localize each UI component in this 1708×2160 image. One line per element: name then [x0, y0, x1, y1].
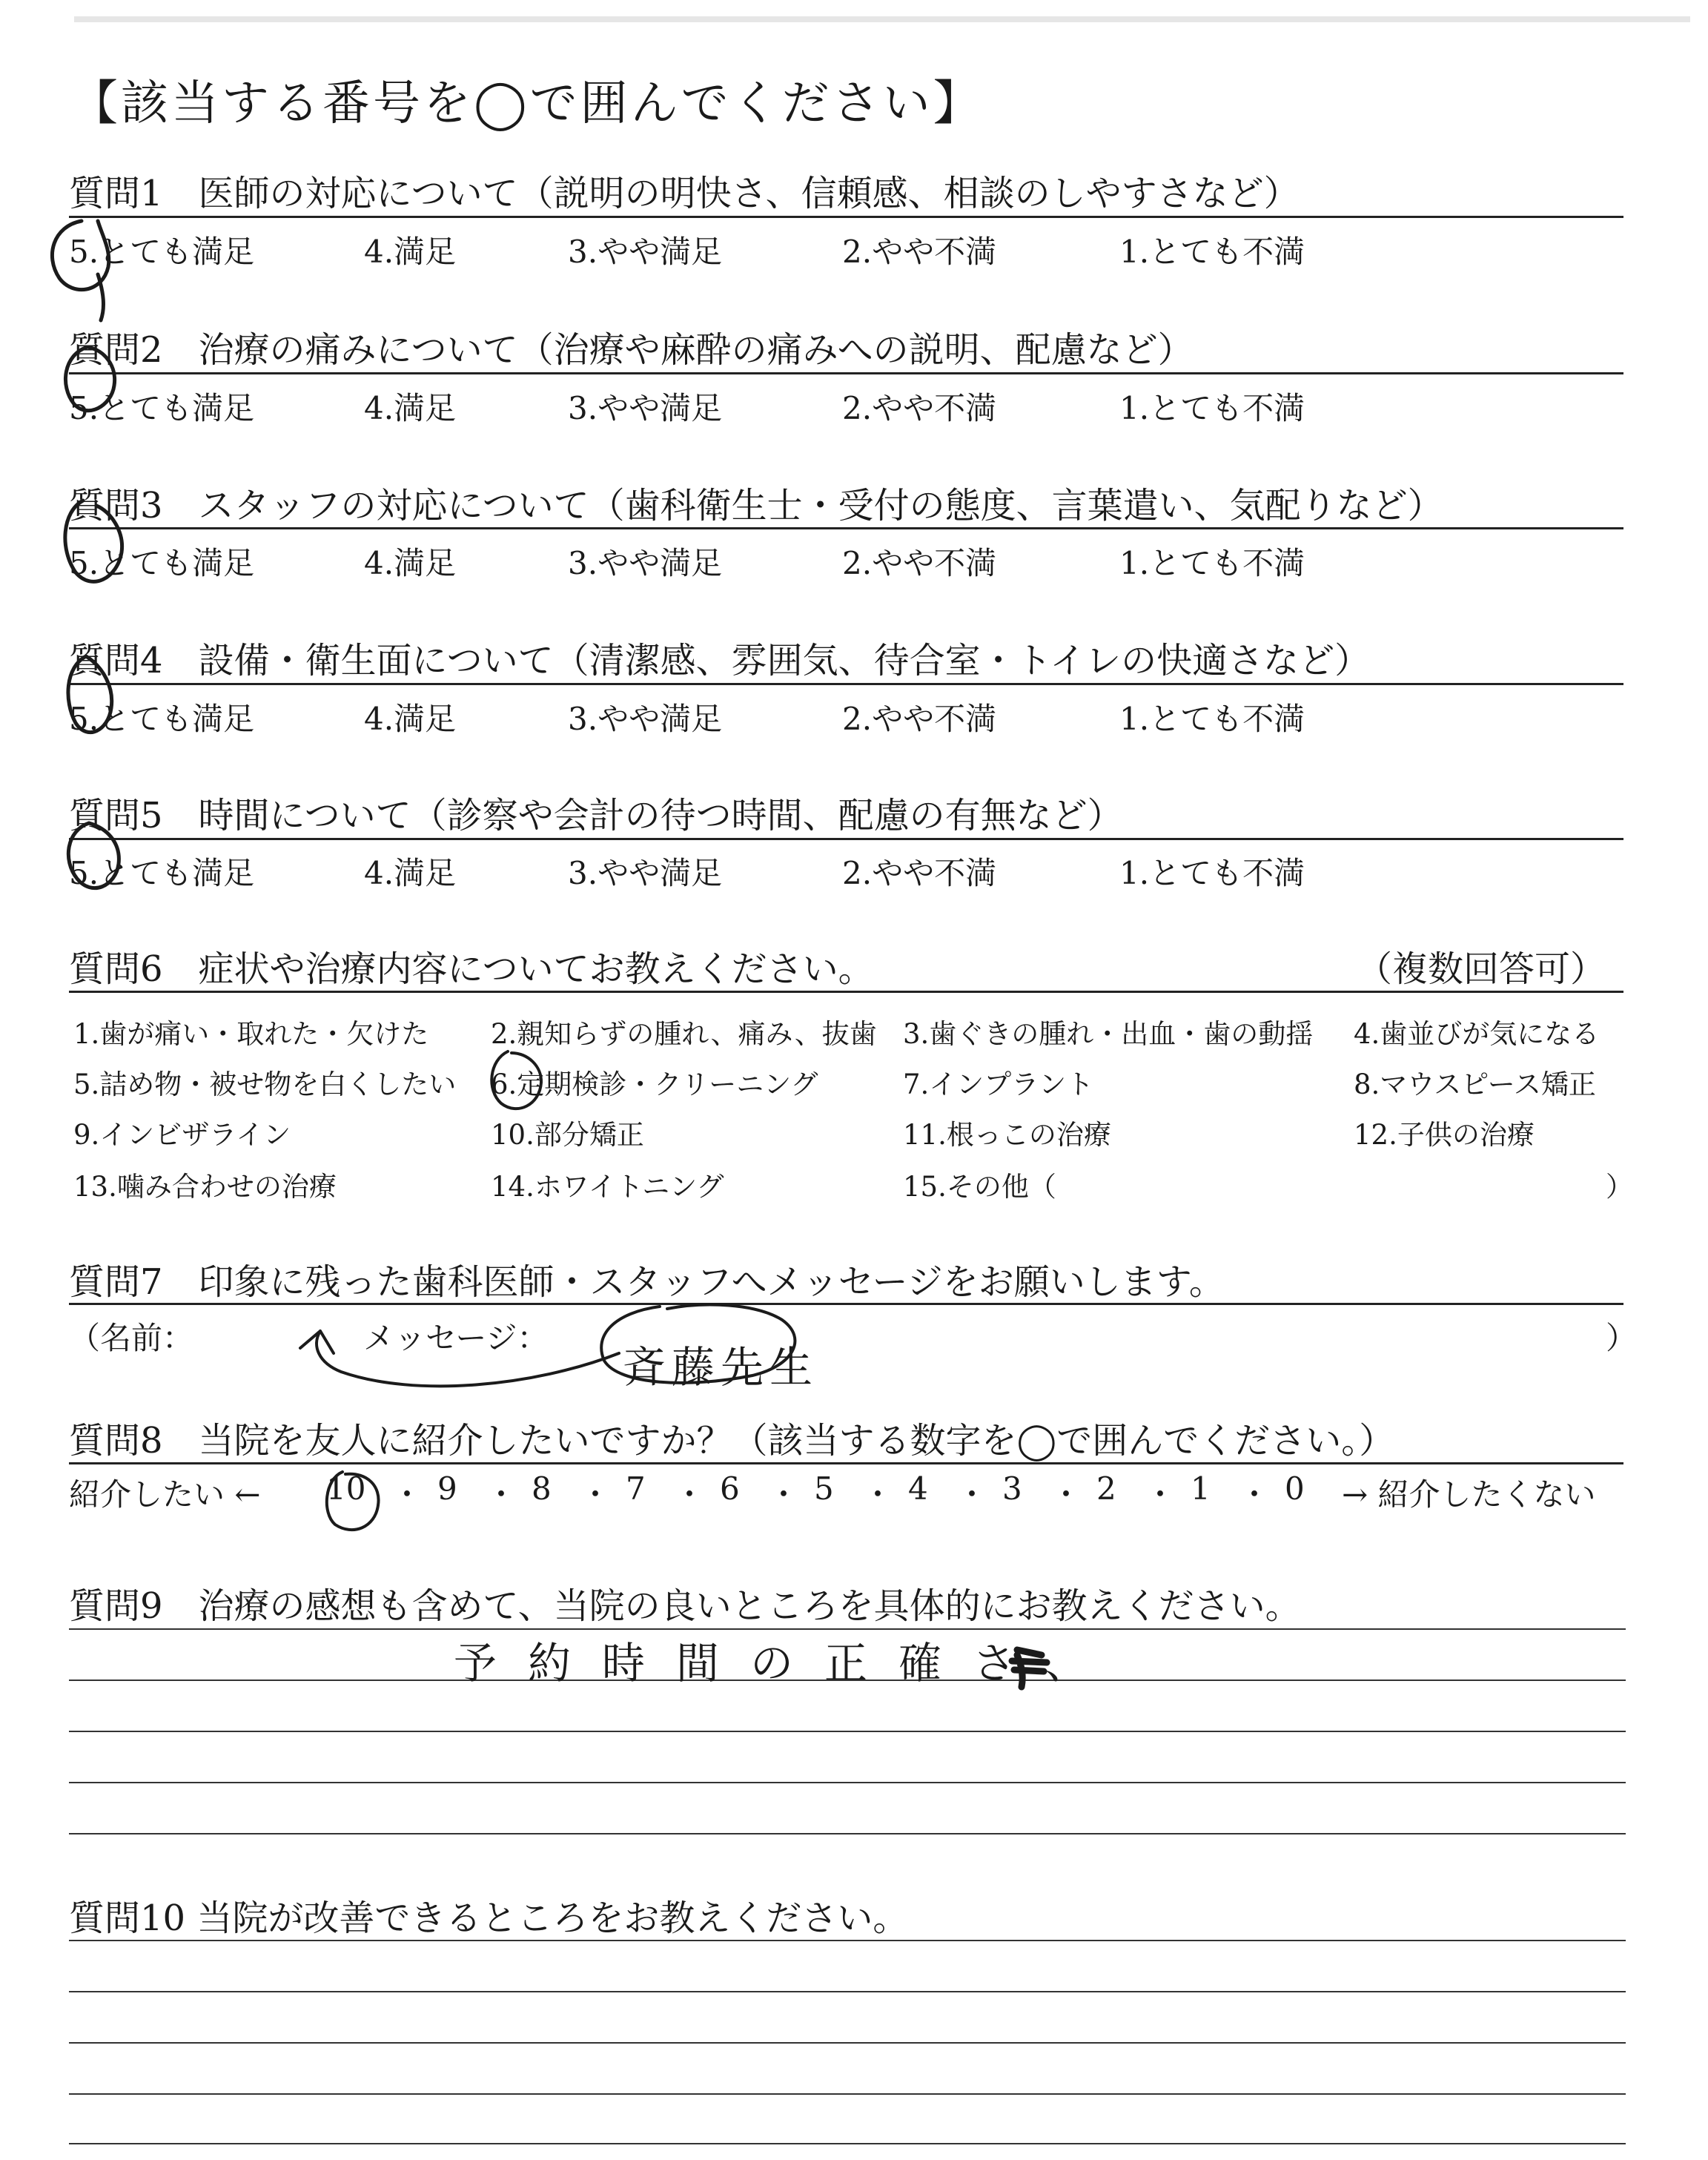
- question-8-rule: [69, 1462, 1623, 1464]
- q1-option-1[interactable]: 1.とても不満: [1119, 234, 1305, 270]
- question-7-title: 質問7 印象に残った歯科医師・スタッフへメッセージをお願いします。: [69, 1261, 1225, 1303]
- q5-option-4[interactable]: 4.満足: [364, 855, 457, 891]
- q10-line-3[interactable]: [69, 2042, 1626, 2044]
- q4-option-1[interactable]: 1.とても不満: [1119, 701, 1305, 737]
- q9-handwritten-answer: 予約時間の正確さ、: [454, 1638, 1119, 1688]
- q8-separator: ・: [580, 1476, 612, 1513]
- q5-option-1[interactable]: 1.とても不満: [1119, 855, 1305, 891]
- q10-line-2[interactable]: [69, 1991, 1626, 1992]
- q2-option-2[interactable]: 2.やや不満: [842, 390, 997, 426]
- q9-line-5[interactable]: [69, 1833, 1626, 1834]
- q8-scale-5[interactable]: 5: [814, 1470, 834, 1507]
- q9-line-3[interactable]: [69, 1731, 1626, 1732]
- page-title: 【該当する番号を◯で囲んでください】: [70, 76, 984, 131]
- q2-option-5[interactable]: 5.とても満足: [69, 390, 255, 426]
- q6-option-8[interactable]: 8.マウスピース矯正: [1354, 1069, 1596, 1100]
- q6-option-1[interactable]: 1.歯が痛い・取れた・欠けた: [73, 1018, 429, 1050]
- question-1-rule: [69, 216, 1623, 218]
- question-4-rule: [69, 683, 1623, 685]
- question-8-title: 質問8 当院を友人に紹介したいですか？（該当する数字を◯で囲んでください。）: [69, 1420, 1395, 1462]
- q5-option-2[interactable]: 2.やや不満: [842, 855, 997, 891]
- q3-option-4[interactable]: 4.満足: [364, 545, 457, 581]
- question-2-rule: [69, 372, 1623, 374]
- q6-option-2[interactable]: 2.親知らずの腫れ、痛み、抜歯: [491, 1018, 877, 1050]
- q6-option-9[interactable]: 9.インビザライン: [73, 1119, 291, 1151]
- q8-separator: ・: [1239, 1476, 1271, 1513]
- q10-line-5[interactable]: [69, 2143, 1626, 2144]
- q8-scale-7[interactable]: 7: [626, 1470, 646, 1507]
- q4-option-5[interactable]: 5.とても満足: [69, 701, 255, 737]
- q3-option-5[interactable]: 5.とても満足: [69, 545, 255, 581]
- q6-option-7[interactable]: 7.インプラント: [903, 1069, 1094, 1100]
- q3-option-3[interactable]: 3.やや満足: [568, 545, 723, 581]
- q1-option-3[interactable]: 3.やや満足: [568, 234, 723, 270]
- question-2-title: 質問2 治療の痛みについて（治療や麻酔の痛みへの説明、配慮など）: [69, 329, 1194, 371]
- question-5-title: 質問5 時間について（診察や会計の待つ時間、配慮の有無など）: [69, 795, 1123, 836]
- q7-handwritten-message: 斉藤先生: [623, 1342, 819, 1393]
- q8-separator: ・: [391, 1476, 423, 1513]
- q8-separator: ・: [1145, 1476, 1176, 1513]
- q8-separator: ・: [486, 1476, 517, 1513]
- q8-separator: ・: [862, 1476, 894, 1513]
- q6-other-close-paren: ）: [1606, 1171, 1633, 1203]
- q8-right-label: → 紹介したくない: [1342, 1476, 1596, 1513]
- question-4-title: 質問4 設備・衛生面について（清潔感、雰囲気、待合室・トイレの快適さなど）: [69, 640, 1371, 681]
- question-6-title: 質問6 症状や治療内容についてお教えください。: [69, 948, 874, 990]
- q6-option-4[interactable]: 4.歯並びが気になる: [1354, 1018, 1600, 1050]
- q8-scale-3[interactable]: 3: [1002, 1470, 1022, 1507]
- question-3-title: 質問3 スタッフの対応について（歯科衛生士・受付の態度、言葉遣い、気配りなど）: [69, 485, 1443, 526]
- q8-scale-8[interactable]: 8: [532, 1470, 552, 1507]
- q8-scale-9[interactable]: 9: [437, 1470, 457, 1507]
- question-1-title: 質問1 医師の対応について（説明の明快さ、信頼感、相談のしやすさなど）: [69, 173, 1300, 214]
- q4-option-4[interactable]: 4.満足: [364, 701, 457, 737]
- q4-option-2[interactable]: 2.やや不満: [842, 701, 997, 737]
- q6-option-12[interactable]: 12.子供の治療: [1354, 1119, 1535, 1151]
- q7-message-label: メッセージ：: [363, 1320, 549, 1356]
- q6-option-15[interactable]: 15.その他（: [903, 1171, 1056, 1203]
- q8-scale-10[interactable]: 10: [326, 1470, 366, 1507]
- q8-separator: ・: [768, 1476, 800, 1513]
- q2-option-4[interactable]: 4.満足: [364, 390, 457, 426]
- q4-option-3[interactable]: 3.やや満足: [568, 701, 723, 737]
- q10-line-1[interactable]: [69, 1940, 1626, 1941]
- q8-scale-4[interactable]: 4: [908, 1470, 928, 1507]
- q6-option-10[interactable]: 10.部分矯正: [491, 1119, 644, 1151]
- q5-option-3[interactable]: 3.やや満足: [568, 855, 723, 891]
- question-10-title: 質問10 当院が改善できるところをお教えください。: [69, 1898, 909, 1939]
- q5-option-5[interactable]: 5.とても満足: [69, 855, 255, 891]
- q8-separator: ・: [956, 1476, 988, 1513]
- q7-name-label: （名前：: [69, 1320, 194, 1356]
- q8-scale-6[interactable]: 6: [720, 1470, 740, 1507]
- scan-edge: [74, 16, 1690, 22]
- q7-close-paren: ）: [1606, 1320, 1638, 1356]
- question-3-rule: [69, 527, 1623, 529]
- question-9-title: 質問9 治療の感想も含めて、当院の良いところを具体的にお教えください。: [69, 1585, 1301, 1627]
- q2-option-3[interactable]: 3.やや満足: [568, 390, 723, 426]
- q8-left-label: 紹介したい ←: [69, 1476, 261, 1513]
- q1-answer-tail: [98, 274, 103, 320]
- q8-separator: ・: [1050, 1476, 1082, 1513]
- q3-option-1[interactable]: 1.とても不満: [1119, 545, 1305, 581]
- q1-option-5[interactable]: 5.とても満足: [69, 234, 255, 270]
- q8-scale-2[interactable]: 2: [1096, 1470, 1116, 1507]
- q7-arrow-head: [300, 1331, 334, 1353]
- q6-option-11[interactable]: 11.根っこの治療: [903, 1119, 1111, 1151]
- question-6-note: （複数回答可）: [1357, 948, 1606, 990]
- question-7-rule: [69, 1303, 1623, 1305]
- q6-option-14[interactable]: 14.ホワイトニング: [491, 1171, 724, 1203]
- q1-option-2[interactable]: 2.やや不満: [842, 234, 997, 270]
- q10-line-4[interactable]: [69, 2093, 1626, 2095]
- q1-option-4[interactable]: 4.満足: [364, 234, 457, 270]
- q8-scale-1[interactable]: 1: [1191, 1470, 1211, 1507]
- q8-separator: ・: [674, 1476, 706, 1513]
- q3-option-2[interactable]: 2.やや不満: [842, 545, 997, 581]
- q6-option-3[interactable]: 3.歯ぐきの腫れ・出血・歯の動揺: [903, 1018, 1314, 1050]
- q9-line-4[interactable]: [69, 1782, 1626, 1783]
- question-5-rule: [69, 838, 1623, 840]
- q6-option-13[interactable]: 13.噛み合わせの治療: [73, 1171, 337, 1203]
- q6-option-6[interactable]: 6.定期検診・クリーニング: [491, 1069, 818, 1100]
- q6-option-5[interactable]: 5.詰め物・被せ物を白くしたい: [73, 1069, 457, 1100]
- q8-scale-0[interactable]: 0: [1285, 1470, 1305, 1507]
- q2-option-1[interactable]: 1.とても不満: [1119, 390, 1305, 426]
- question-6-rule: [69, 991, 1623, 993]
